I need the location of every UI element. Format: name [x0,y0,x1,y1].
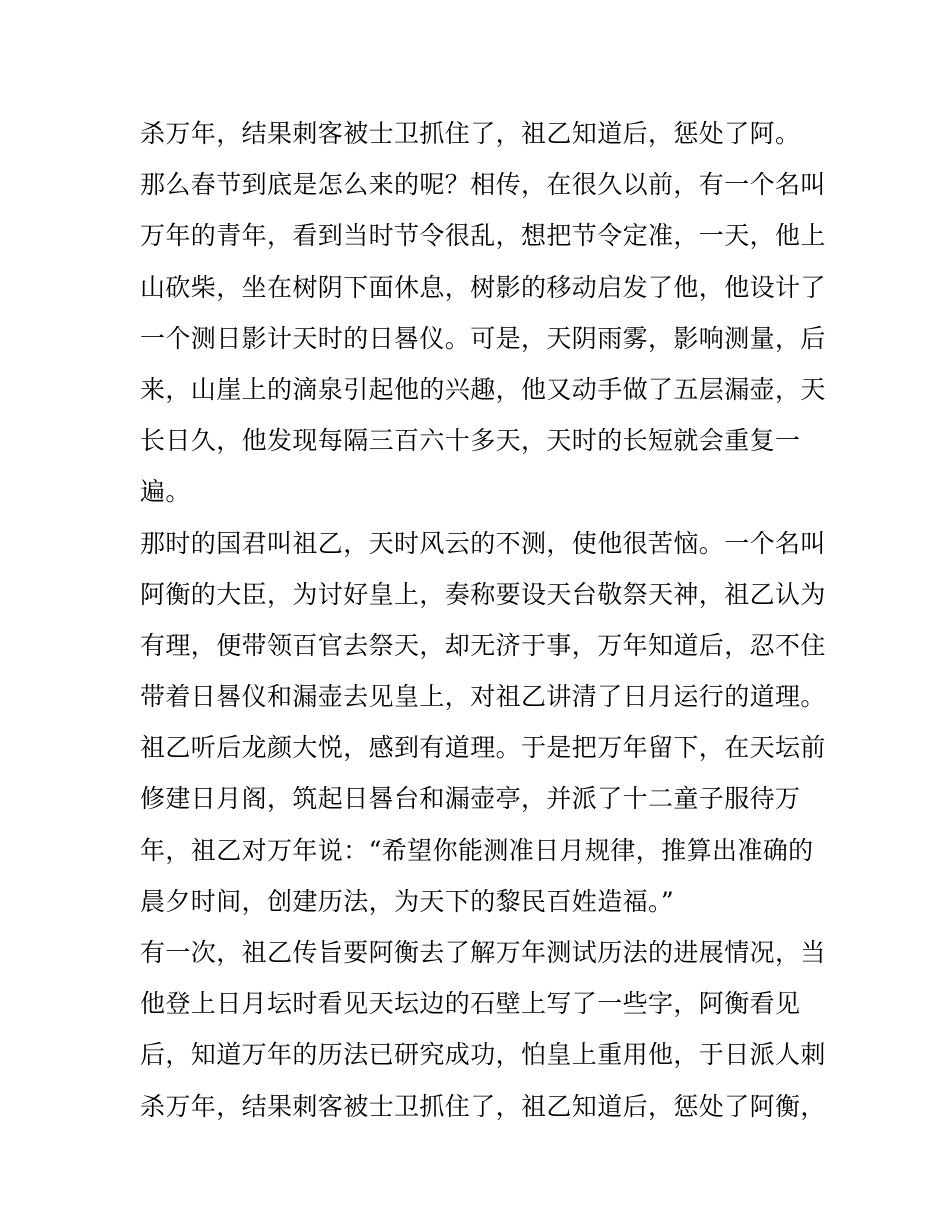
text-line: 有理，便带领百官去祭天，却无济于事，万年知道后，忍不住 [140,630,826,660]
body-text [140,108,826,1132]
text-line: 修建日月阁，筑起日晷台和漏壶亭，并派了十二童子服待万 [140,784,801,814]
text-line: 阿衡的大臣，为讨好皇上，奏称要设天台敬祭天神，祖乙认为 [140,579,826,609]
text-line: 来，山崖上的滴泉引起他的兴趣，他又动手做了五层漏壶，天 [140,374,826,404]
text-line: 祖乙听后龙颜大悦，感到有道理。于是把万年留下，在天坛前 [140,733,826,763]
text-line: 他登上日月坛时看见天坛边的石壁上写了一些字，阿衡看见 [140,989,801,1019]
text-line: 晨夕时间，创建历法，为天下的黎民百姓造福。” [140,886,675,916]
text-line: 长日久，他发现每隔三百六十多天，天时的长短就会重复一 [140,426,801,456]
text-line: 杀万年，结果刺客被士卫抓住了，祖乙知道后，惩处了阿衡， [140,1091,826,1121]
text-line: 那时的国君叫祖乙，天时风云的不测，使他很苦恼。一个名叫 [140,528,826,558]
text-line: 遍。 [140,477,191,507]
text-line: 山砍柴，坐在树阴下面休息，树影的移动启发了他，他设计了 [140,272,826,302]
text-line: 带着日晷仪和漏壶去见皇上，对祖乙讲清了日月运行的道理。 [140,682,826,712]
text-line: 有一次，祖乙传旨要阿衡去了解万年测试历法的进展情况，当 [140,938,826,967]
text-line: 一个测日影计天时的日晷仪。可是，天阴雨雾，影响测量，后 [140,323,826,353]
text-line: 年，祖乙对万年说：“希望你能测准日月规律，推算出准确的 [140,835,814,865]
text-line: 后，知道万年的历法已研究成功，怕皇上重用他，于日派人刺 [140,1040,826,1070]
text-line: 那么春节到底是怎么来的呢？相传，在很久以前，有一个名叫 [140,170,826,200]
text-line: 杀万年，结果刺客被士卫抓住了，祖乙知道后，惩处了阿。 [140,119,801,148]
text-line: 万年的青年，看到当时节令很乱，想把节令定准，一天，他上 [140,221,826,251]
